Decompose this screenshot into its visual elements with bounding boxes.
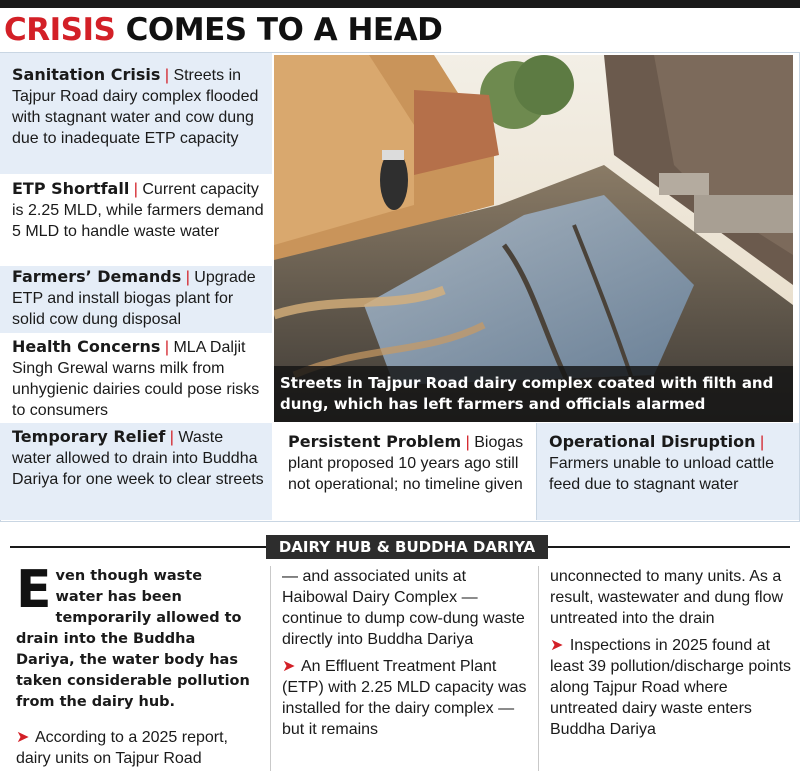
separator: | xyxy=(164,67,169,84)
article-column-2 xyxy=(282,566,528,740)
fact-label: Persistent Problem xyxy=(288,432,462,451)
arrow-bullet-icon: ➤ xyxy=(16,729,30,746)
paragraph: — and associated units at Haibowal Dairy Complex — continue to dump cow-dung waste directly into Buddha Dariya xyxy=(282,568,525,648)
fact-text: Farmers unable to unload cattle feed due to stagnant water xyxy=(549,455,775,493)
separator: | xyxy=(164,339,170,356)
fact-label: Temporary Relief xyxy=(12,427,166,446)
bullet-text: Inspections in 2025 found at least 39 pollution/discharge points along Tajpur Road where untreated dairy waste enters Buddha Dariya xyxy=(550,637,792,738)
bullet-text: An Effluent Treatment Plant (ETP) with 2.25 MLD capacity was installed for the dairy complex — but it remains xyxy=(282,658,527,738)
bullet-text: According to a 2025 report, dairy units on Tajpur Road xyxy=(16,729,228,767)
fact-label: Sanitation Crisis xyxy=(12,65,161,84)
fact-label: Operational Disruption xyxy=(549,432,756,451)
bullet-paragraph xyxy=(16,727,252,769)
fact-text: Upgrade ETP and install biogas plant for solid cow dung disposal xyxy=(12,269,256,328)
article-column-1 xyxy=(16,560,252,769)
fact-operational-disruption xyxy=(537,423,799,520)
paragraph: unconnected to many units. As a result, wastewater and dung flow untreated into the drain xyxy=(550,568,784,627)
fact-label: ETP Shortfall xyxy=(12,179,130,198)
fact-persistent-problem xyxy=(274,423,536,520)
separator: | xyxy=(133,181,138,198)
fact-temporary-relief xyxy=(0,423,272,520)
fact-label: Farmers’ Demands xyxy=(12,267,182,286)
fact-text: Current capacity is 2.25 MLD, while farmers demand 5 MLD to handle waste water xyxy=(12,181,264,240)
separator: | xyxy=(169,429,174,446)
photo-caption: Streets in Tajpur Road dairy complex coated with filth and dung, which has left farmers and officials alarmed xyxy=(274,366,793,422)
fact-health-concerns xyxy=(0,333,272,423)
article-column-3 xyxy=(550,566,792,740)
bullet-paragraph xyxy=(550,635,792,740)
separator: | xyxy=(185,269,190,286)
drop-cap: E xyxy=(16,560,52,620)
fact-text: Streets in Tajpur Road dairy complex flooded with stagnant water and cow dung due to inadequate ETP capacity xyxy=(12,67,259,147)
lead-text: ven though waste water has been temporarily allowed to drain into the Buddha Dariya, the water body has taken considerable pollution from the dairy hub. xyxy=(16,568,250,710)
fact-text: Waste water allowed to drain into Buddha Dariya for one week to clear streets xyxy=(12,429,264,488)
arrow-bullet-icon: ➤ xyxy=(550,637,564,654)
top-rule xyxy=(0,0,800,8)
fact-label: Health Concerns xyxy=(12,337,161,356)
column-divider xyxy=(270,566,271,771)
fact-sanitation-crisis xyxy=(0,53,272,174)
separator: | xyxy=(465,434,470,451)
fact-farmers-demands xyxy=(0,266,272,333)
headline-rest: COMES TO A HEAD xyxy=(115,12,443,48)
fact-text: Biogas plant proposed 10 years ago still not operational; no timeline given xyxy=(288,434,524,493)
column-divider xyxy=(538,566,539,771)
separator: | xyxy=(759,434,765,451)
bullet-paragraph xyxy=(282,656,528,740)
headline-accent: CRISIS xyxy=(4,12,116,48)
page-headline xyxy=(4,10,442,50)
fact-etp-shortfall xyxy=(0,174,272,266)
fact-text: MLA Daljit Singh Grewal warns milk from unhygienic dairies could pose risks to consumers xyxy=(12,339,260,419)
section-title: DAIRY HUB & BUDDHA DARIYA xyxy=(266,535,548,559)
article-lead xyxy=(16,560,252,713)
arrow-bullet-icon: ➤ xyxy=(282,658,296,675)
spacer xyxy=(16,713,252,727)
